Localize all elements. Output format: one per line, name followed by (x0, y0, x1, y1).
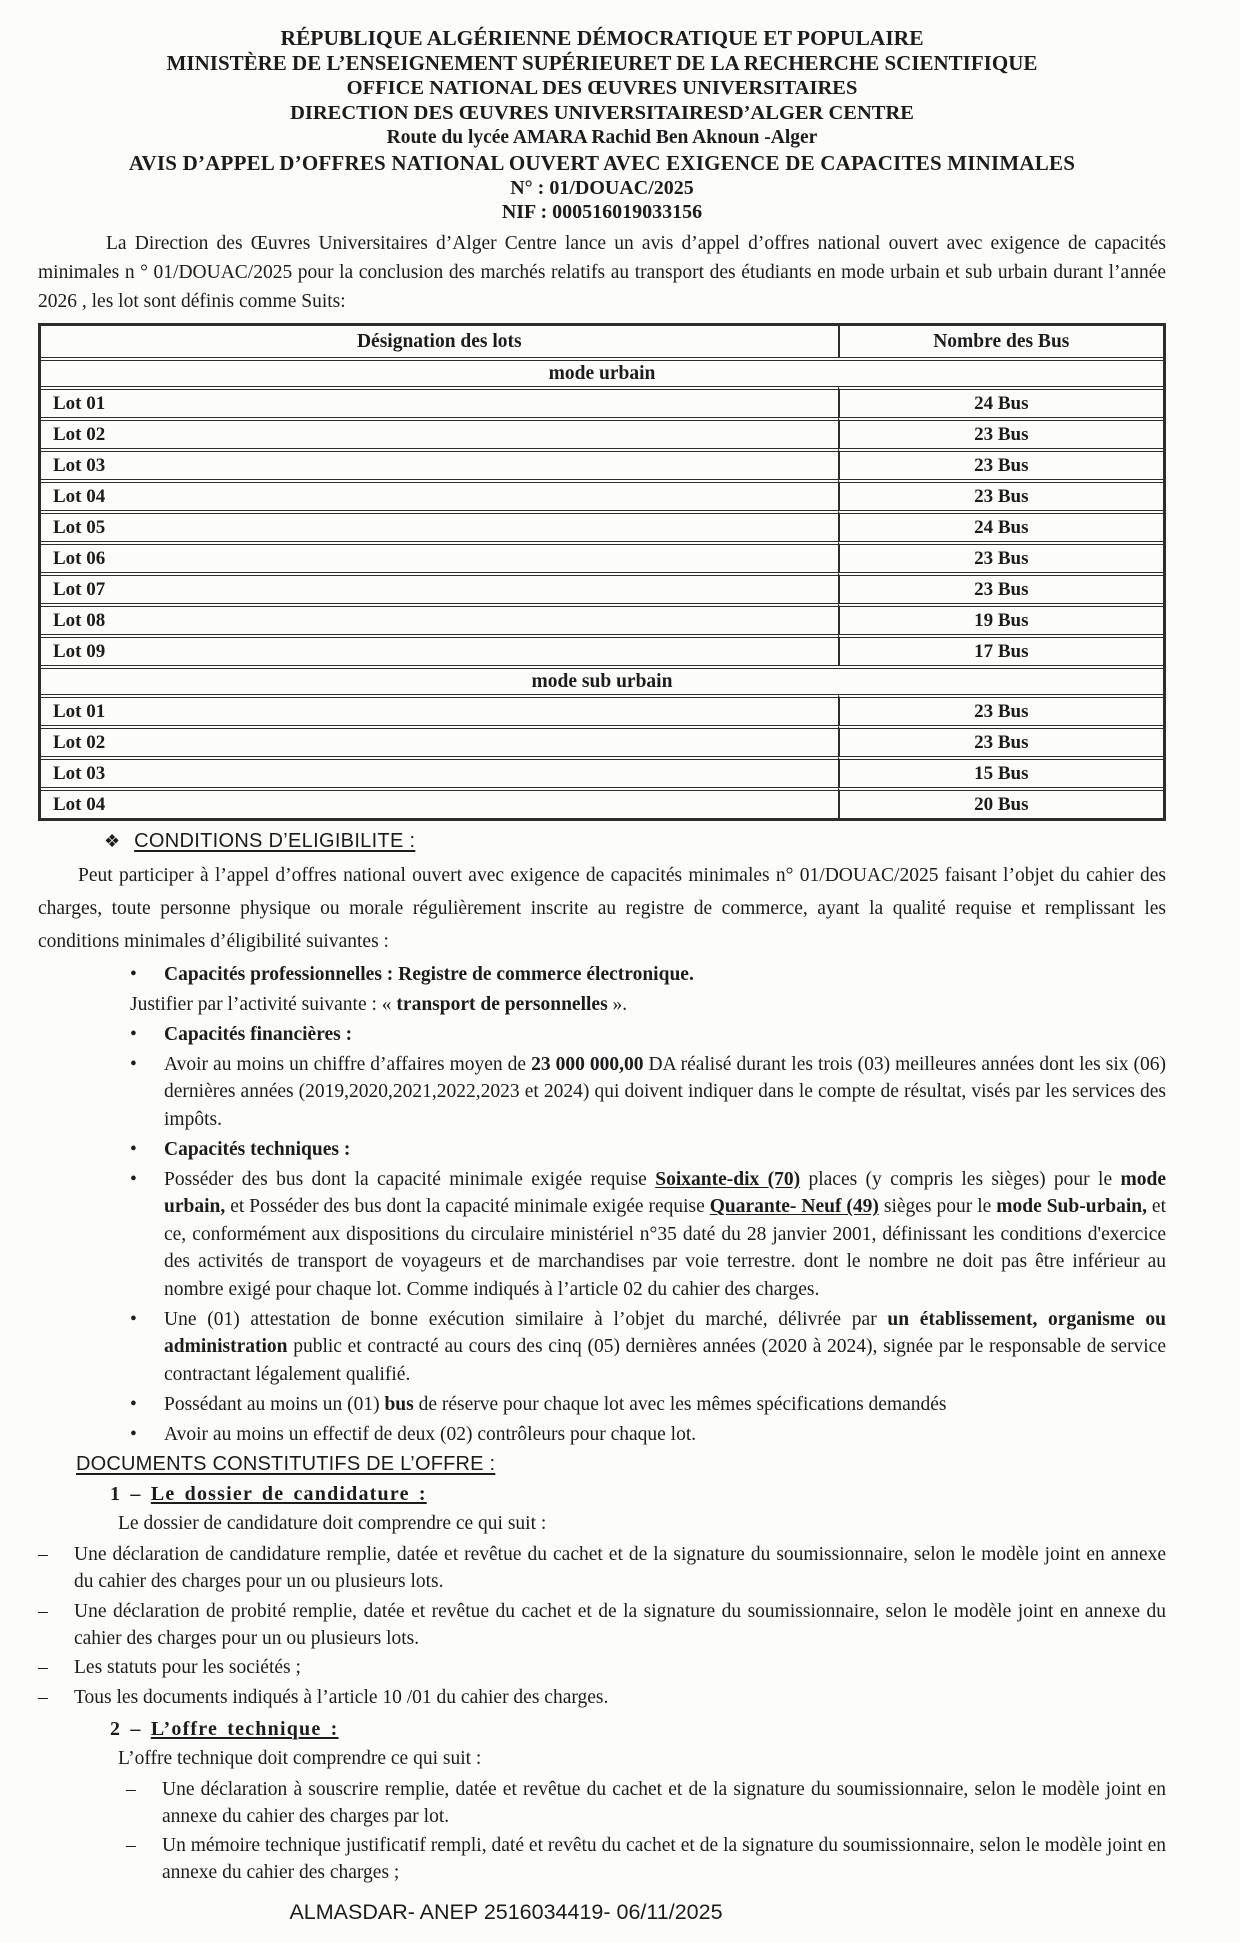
conditions-heading-row (104, 830, 1166, 853)
table-header-row (41, 326, 1163, 357)
table-row (41, 725, 1163, 756)
offre-technique-heading: 2 – L’offre technique : (110, 1717, 339, 1740)
condition-text: Possédant au moins un (01) bus de réserve pour chaque lot avec les mêmes spécifications demandés (164, 1393, 947, 1415)
lot-cell: Lot 09 (41, 634, 838, 665)
table-row (41, 386, 1163, 417)
list-item (126, 1832, 1166, 1886)
condition-text: Posséder des bus dont la capacité minimale exigée requise Soixante-dix (70) places (y compris les sièges) pour le mode urbain, et Posséder des bus dont la capacité minimale exigée requise Quarante- Neuf (49) sièges pour le mode Sub-urbain, et ce, conformément aux dispositions du circulaire ministériel n°35 daté du 28 janvier 2001, définissant les conditions d'exercice des activités de transport de voyageurs et de marchandises par voie terrestre. dont le nombre ne doit pas être inférieur au nombre exigé pour chaque lot. Comme indiqués à l’article 02 du cahier des charges. (164, 1168, 1166, 1300)
condition-text: Capacités professionnelles : Registre de commerce électronique. (164, 963, 694, 985)
lot-cell: Lot 07 (41, 572, 838, 603)
lot-cell: Lot 08 (41, 603, 838, 634)
condition-text: Avoir au moins un effectif de deux (02) contrôleurs pour chaque lot. (164, 1423, 697, 1445)
header-line-direction: DIRECTION DES ŒUVRES UNIVERSITAIRESD’ALGER CENTRE (290, 102, 914, 124)
dash-icon: – (38, 1544, 48, 1565)
list-item-text: Tous les documents indiqués à l’article 10 /01 du cahier des charges. (74, 1686, 609, 1708)
table-row (41, 634, 1163, 665)
lot-cell: Lot 03 (41, 448, 838, 479)
bullet-icon: • (130, 1393, 137, 1415)
bus-cell: 20 Bus (838, 787, 1163, 818)
bus-cell: 23 Bus (838, 448, 1163, 479)
table-row (41, 541, 1163, 572)
bus-cell: 23 Bus (838, 479, 1163, 510)
dossier-candidature-heading: 1 – Le dossier de candidature : (110, 1483, 427, 1505)
bus-cell: 19 Bus (838, 603, 1163, 634)
bus-cell: 23 Bus (838, 417, 1163, 448)
bullet-icon: • (130, 1053, 137, 1075)
dash-icon: – (38, 1600, 48, 1622)
bullet-icon: • (130, 1023, 137, 1045)
condition-text: Capacités techniques : (164, 1138, 351, 1160)
condition-item (130, 1051, 1166, 1134)
list-item-text: Les statuts pour les sociétés ; (74, 1657, 301, 1678)
dash-icon: – (38, 1686, 48, 1708)
condition-item (130, 961, 1166, 989)
condition-item (130, 1166, 1166, 1304)
table-row (41, 510, 1163, 541)
lot-cell: Lot 03 (41, 756, 838, 787)
condition-item (130, 1391, 1166, 1419)
conditions-section (38, 830, 1166, 1448)
lot-cell: Lot 01 (41, 694, 838, 725)
intro-paragraph: La Direction des Œuvres Universitaires d’Alger Centre lance un avis d’appel d’offres national ouvert avec exigence de capacités minimales n ° 01/DOUAC/2025 pour la conclusion des marchés relatifs au transport des étudiants en mode urbain et sub urbain durant l’année 2026 , les lot sont définis comme Suits: (38, 233, 1166, 312)
document-header (38, 26, 1166, 224)
designation-column-header: Désignation des lots (356, 331, 522, 352)
bus-column-header: Nombre des Bus (838, 326, 1163, 357)
condition-text: Capacités financières : (164, 1023, 353, 1045)
list-item (38, 1684, 1166, 1711)
table-row (41, 448, 1163, 479)
nif-number: NIF : 000516019033156 (501, 201, 703, 223)
bus-cell: 23 Bus (838, 694, 1163, 725)
dash-icon: – (126, 1835, 136, 1856)
lot-cell: Lot 06 (41, 541, 838, 572)
table-row (41, 572, 1163, 603)
diamond-bullet-icon: ❖ (104, 831, 121, 851)
section-row-suburbain (41, 665, 1163, 694)
header-line-republic: RÉPUBLIQUE ALGÉRIENNE DÉMOCRATIQUE ET POPULAIRE (280, 26, 924, 50)
dash-icon: – (126, 1778, 136, 1800)
conditions-list (130, 961, 1166, 1449)
list-item-text: Une déclaration de probité remplie, datée et revêtue du cachet et de la signature du soumissionnaire, selon le modèle joint en annexe du cahier des charges pour un ou plusieurs lots. (74, 1600, 1166, 1649)
section-title-urbain: mode urbain (41, 357, 1163, 386)
header-line-address: Route du lycée AMARA Rachid Ben Aknoun -Alger (386, 127, 818, 148)
dash-icon: – (38, 1657, 48, 1678)
bus-cell: 24 Bus (838, 510, 1163, 541)
bus-cell: 23 Bus (838, 572, 1163, 603)
documents-section (38, 1453, 1166, 1886)
notice-title: AVIS D’APPEL D’OFFRES NATIONAL OUVERT AVEC EXIGENCE DE CAPACITES MINIMALES (128, 151, 1076, 175)
dossier-candidature-list (38, 1541, 1166, 1711)
list-item (38, 1654, 1166, 1681)
lots-table (38, 323, 1166, 821)
bullet-icon: • (130, 1308, 137, 1330)
bullet-icon: • (130, 1423, 137, 1445)
lot-cell: Lot 02 (41, 417, 838, 448)
table-row (41, 787, 1163, 818)
list-item (38, 1541, 1166, 1595)
list-item (126, 1776, 1166, 1830)
table-row (41, 603, 1163, 634)
table-row (41, 756, 1163, 787)
lot-cell: Lot 04 (41, 787, 838, 818)
section-title-suburbain: mode sub urbain (41, 665, 1163, 694)
lot-cell: Lot 04 (41, 479, 838, 510)
notice-number: N° : 01/DOUAC/2025 (510, 177, 694, 199)
dossier-candidature-intro: Le dossier de candidature doit comprendre ce qui suit : (118, 1513, 547, 1534)
list-item (38, 1598, 1166, 1652)
anep-footer: ALMASDAR- ANEP 2516034419- 06/11/2025 (289, 1900, 723, 1924)
condition-item (130, 1136, 1166, 1164)
lot-cell: Lot 02 (41, 725, 838, 756)
bus-cell: 23 Bus (838, 725, 1163, 756)
conditions-heading: CONDITIONS D’ELIGIBILITE : (134, 830, 416, 852)
bullet-icon: • (130, 1168, 137, 1190)
table-row (41, 417, 1163, 448)
bus-cell: 17 Bus (838, 634, 1163, 665)
condition-text: Avoir au moins un chiffre d’affaires moyen de 23 000 000,00 DA réalisé durant les trois (03) meilleures années dont les six (06) dernières années (2019,2020,2021,2022,2023 et 2024) qui doivent indiquer dans le compte de résultat, visés par les services des impôts. (164, 1053, 1166, 1130)
condition-item (130, 1421, 1166, 1449)
bullet-icon: • (130, 963, 137, 985)
lot-cell: Lot 05 (41, 510, 838, 541)
condition-text: Une (01) attestation de bonne exécution similaire à l’objet du marché, délivrée par un établissement, organisme ou administration public et contracté au cours des cinq (05) dernières années (2020 à 2024), signée par le responsable de service contractant légalement qualifié. (164, 1308, 1166, 1385)
bullet-icon: • (130, 1138, 137, 1160)
header-line-ministry: MINISTÈRE DE L’ENSEIGNEMENT SUPÉRIEURET DE LA RECHERCHE SCIENTIFIQUE (166, 51, 1038, 75)
documents-heading: DOCUMENTS CONSTITUTIFS DE L’OFFRE : (76, 1453, 496, 1475)
condition-text: Justifier par l’activité suivante : « transport de personnelles ». (130, 993, 628, 1015)
conditions-intro: Peut participer à l’appel d’offres national ouvert avec exigence de capacités minimales n° 01/DOUAC/2025 faisant l’objet du cahier des charges, toute personne physique ou morale régulièrement inscrite au registre de commerce, ayant la qualité requise et remplissant les conditions minimales d’éligibilité suivantes : (38, 865, 1166, 952)
condition-item (130, 1306, 1166, 1389)
bus-cell: 24 Bus (838, 386, 1163, 417)
condition-item (130, 1021, 1166, 1049)
bus-cell: 15 Bus (838, 756, 1163, 787)
condition-note (130, 991, 1166, 1019)
offre-technique-intro: L’offre technique doit comprendre ce qui suit : (118, 1747, 482, 1769)
table-row (41, 694, 1163, 725)
offre-technique-list (126, 1776, 1166, 1887)
table-row (41, 479, 1163, 510)
list-item-text: Une déclaration de candidature remplie, datée et revêtue du cachet et de la signature du soumissionnaire, selon le modèle joint en annexe du cahier des charges pour un ou plusieurs lots. (74, 1544, 1166, 1592)
list-item-text: Une déclaration à souscrire remplie, datée et revêtue du cachet et de la signature du soumissionnaire, selon le modèle joint en annexe du cahier des charges par lot. (162, 1778, 1166, 1827)
header-line-office: OFFICE NATIONAL DES ŒUVRES UNIVERSITAIRES (346, 77, 858, 99)
section-row-urbain (41, 357, 1163, 386)
lot-cell: Lot 01 (41, 386, 838, 417)
list-item-text: Un mémoire technique justificatif rempli, daté et revêtu du cachet et de la signature du soumissionnaire, selon le modèle joint en annexe du cahier des charges ; (162, 1835, 1166, 1883)
bus-cell: 23 Bus (838, 541, 1163, 572)
